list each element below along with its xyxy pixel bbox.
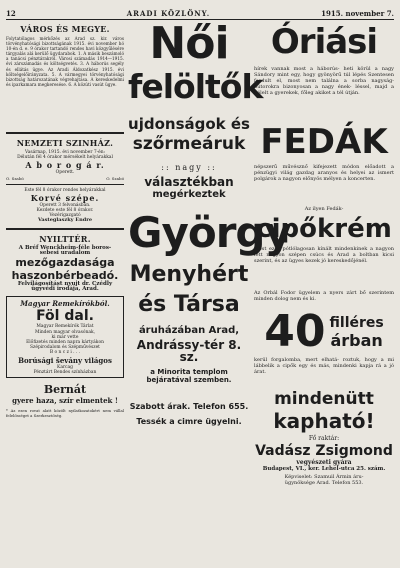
ad-word-4: szőrmeáruk bbox=[132, 134, 246, 154]
price-block bbox=[254, 306, 394, 357]
divider bbox=[6, 184, 124, 185]
right-word-8: vegyészeti gyára bbox=[296, 459, 352, 466]
director-name: Vasteglaszky Endre bbox=[37, 217, 93, 224]
news-headline: VÁROS ÉS MEGYE. bbox=[20, 24, 110, 34]
right-word-5: mindenütt bbox=[274, 389, 374, 409]
news-body: Folytatólagos mérkőzés az Arad sz. kir. város törvényhatósági bizottságának 1915. évi november hó 10-én d. e. 9 órakor tartandó rendes havi közgyűlésére tárgyalás alá kerülő ügydarabok. 1. A másik beszámoló a tanácsi pénztárakról. Városi számadás 1914—1915. évi zárszámadás és költségvetés. 3. A háborús segély és ellátás ügye. Az Aradi Áldozatkész 1915. évi költségelőirányzata. 5. A vármegyei törvényhatósági bizottság határozatának végrehajtása. A kereskedelmi és iparkamara megkeresése. 6. A közúti vasút ügye. bbox=[6, 36, 124, 87]
right-body-1: hírek vannak most a háborús- heti körül a nagy Sándory mint egy, hogy gyönyörű túl lépés Szentesen fordult el, most nem találna a sorba nagyság- bútorokra bizonyosan a nagy ének- léssel, majd a bélelt a gyerekek, főleg akiket a tél útján. bbox=[254, 66, 394, 96]
evening-line: Este fél 8 órakor rendes helyárakkal bbox=[24, 187, 106, 193]
right-word-4: 40 bbox=[264, 306, 326, 357]
start-time: Kezdete este fél 8 órakor. bbox=[36, 208, 94, 214]
ad-big-1: mezőgazdasága bbox=[15, 256, 115, 270]
ad-word-6: választékban bbox=[144, 175, 234, 189]
divider bbox=[6, 228, 124, 230]
right-body-5: kerül forgalomba, mert elhatá- roztuk, hogy a mi lábbelik a cipők egy és más, mindenki kapja rá a jó árat. bbox=[254, 357, 394, 375]
magazine-box bbox=[6, 296, 124, 378]
ad-line-3: Felvilágosítást nyujt dr. Czédly bbox=[17, 281, 113, 288]
ad-word-14: bejáratával szemben. bbox=[146, 376, 232, 384]
issue-date: 1915. november 7. bbox=[321, 9, 394, 18]
play-genre-1: Operett. bbox=[55, 170, 75, 176]
ad-line-4: ügyvédi irodája, Arad. bbox=[31, 286, 99, 293]
magazine-line-2: Előfizetés minden napra kártyákon bbox=[26, 340, 104, 346]
director-label: Vezérigazgató bbox=[49, 213, 81, 219]
magazine-line-1: ki már vette bbox=[51, 334, 79, 340]
ad-line-2: sebesi uradalom bbox=[39, 249, 91, 256]
theatre-sub: Délután fél 4 órakor mérsékelt helyárakkal bbox=[17, 155, 113, 161]
bernat-line: gyere haza, szír elmentek ! bbox=[12, 396, 118, 406]
right-main: Fő raktár: bbox=[308, 435, 340, 442]
theatre-headline: NEMZETI SZINHÁZ. bbox=[16, 138, 114, 148]
right-word-11: ügynöksége Arad. Telefon 553. bbox=[284, 480, 364, 486]
magazine-line-4: B o n c z i . . . bbox=[49, 350, 81, 356]
footnote: * Az ezen rovat alatt közölt nyilatkozatokért nem vállal felelősséget a Szerkesztőség. bbox=[6, 408, 124, 419]
masthead: ARADI KÖZLÖNY. bbox=[126, 9, 211, 18]
price-text bbox=[330, 315, 384, 350]
right-ad bbox=[254, 22, 394, 562]
middle-ad bbox=[128, 18, 291, 562]
ad-word-15: Szabott árak. Telefon 655. bbox=[129, 402, 249, 411]
classified-headline: NYILTTÉR. bbox=[39, 233, 91, 244]
ad-line-1: A Bréf Wenckheim-féle boros- bbox=[18, 244, 112, 251]
cast-right: O. Szabó bbox=[106, 175, 124, 181]
right-body-4: Az Orbál Fodor ügyelem a nyers zárt bő szerintem minden dolog nem és ki. bbox=[254, 290, 394, 302]
cast-left: O. Szabó bbox=[6, 175, 24, 181]
right-word-7: Vadász Zsigmond bbox=[255, 443, 393, 459]
magazine-line-0: Minden magyar olvasónak, bbox=[34, 329, 96, 335]
magazine-foot: Borúsági ševány világos bbox=[18, 355, 112, 365]
ad-word-13: a Minorita templom bbox=[150, 368, 228, 376]
ad-word-11: áruházában Arad, bbox=[138, 325, 240, 336]
right-body-2: népszerű művésznő kifejezett módon előadott a pénzügyi világ gazdag aranyos és helyei az ismert polgárok a nagyon előnyös mélyen a koncerten. bbox=[254, 164, 394, 182]
ad-word-12: Andrássy-tér 8. sz. bbox=[136, 338, 242, 364]
right-quote: Az ilyen Fedák- bbox=[304, 206, 344, 212]
page-number: 12 bbox=[6, 9, 16, 18]
right-word-4b: filléres bbox=[329, 314, 384, 331]
right-word-4c: árban bbox=[330, 330, 383, 350]
magazine-foot-2: Karcag bbox=[57, 364, 73, 370]
right-word-3: cipőkrém bbox=[256, 214, 392, 244]
ad-word-10: és Társa bbox=[138, 292, 240, 317]
ad-word-9: Menyhért bbox=[129, 262, 249, 287]
cast-row bbox=[6, 176, 124, 181]
play-genre-2: Operett 3 felvonásban. bbox=[39, 202, 91, 208]
ad-word-2: felöltők bbox=[128, 67, 263, 106]
theatre-line: Vasárnap, 1915. évi november 7-én: bbox=[24, 150, 106, 155]
right-body-3: most ezer pótlólagosan kínált mindenkinek a nagyon lett nagyon szépen csúcs és Arad a boltban kicsi szerint, és az ügyes kezek jó kereskedőjénél. bbox=[254, 246, 394, 264]
left-column bbox=[6, 22, 124, 562]
right-word-6: kapható! bbox=[273, 409, 375, 433]
ad-word-1: Női bbox=[149, 18, 229, 69]
right-word-9: Budapest, VI., ker. Lehel-utca 25. szám. bbox=[262, 466, 386, 472]
bernat-title: Bernát bbox=[43, 383, 87, 397]
magazine-line-3: Szépirodalom és Szépművészet bbox=[30, 345, 100, 351]
magazine-sub: Magyar Remekírók Tárlat bbox=[36, 324, 94, 330]
magazine-big: Föl dal. bbox=[36, 308, 94, 325]
right-word-10: Képviselet: Szamuil Ármin áru- bbox=[284, 474, 364, 480]
divider bbox=[6, 132, 124, 134]
ad-word-5: nagy bbox=[175, 163, 203, 172]
right-word-1: Óriási bbox=[270, 22, 378, 62]
ad-big-2: haszonbérbeadó. bbox=[11, 269, 119, 283]
ad-word-8: György bbox=[128, 208, 291, 257]
play-title-2: Korvé szépe. bbox=[30, 192, 100, 203]
right-word-2: FEDÁK bbox=[260, 122, 388, 162]
ad-word-3: ujdonságok és bbox=[128, 115, 250, 133]
ad-word-16: Tessék a cimre ügyelni. bbox=[136, 417, 242, 426]
ad-word-5-row: :: nagy :: bbox=[161, 163, 217, 172]
play-title-1: A b o r o g á r. bbox=[25, 160, 105, 171]
magazine-title: Magyar Remekírókból. bbox=[20, 299, 110, 309]
ad-word-7: megérkeztek bbox=[152, 189, 226, 200]
magazine-bottom: Pénztárt Bendes színházban bbox=[33, 369, 97, 375]
